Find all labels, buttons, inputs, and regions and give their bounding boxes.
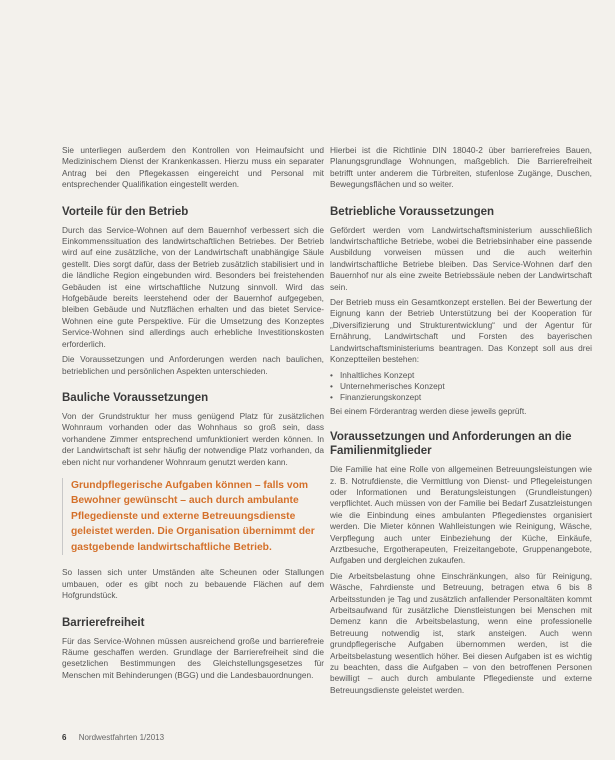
list-item: • Inhaltliches Konzept bbox=[330, 370, 592, 381]
heading-familie: Voraussetzungen und Anforderungen an die Familienmitglieder bbox=[330, 431, 572, 457]
familie-paragraph: Die Familie hat eine Rolle von allgemeinen Betreuungsleistungen wie z. B. Notrufdienste, die Vermittlung von Dienst- und Pflegeleistungen oder Informationen und Beratungsleistungen (Grundleistungen) verpflichtet. Auch müssen von der Familie bei Bedarf Zusatzleistungen wie die Einbindung eines ambulanten Pflegedienstes organisiert werden. Die Mieter können Wahlleistungen wie Reinigung, Wäsche, Verpflegung auch unter Einbeziehung der Küche, Einkäufe, Arztbesuche, Ergotherapeuten, Freizeitangebote, Gruppenangebote, Aufgaben und dergleichen zukaufen. bbox=[330, 464, 592, 566]
pull-quote-line: Grundpflegerische Aufgaben können – falls vom bbox=[71, 479, 309, 491]
heading-barrierefreiheit: Barrierefreiheit bbox=[62, 616, 145, 629]
vorteile-paragraph: Durch das Service-Wohnen auf dem Bauernhof verbessert sich die Einkommenssituation des landwirtschaftlichen Betriebes. Der Betrieb wird auf eine zusätzliche, von der Landwirtschaft unabhängige Säule gestellt. Dies sorgt dafür, dass der Betrieb zusätzlich stabilisiert und in die ländliche Region eingebunden wird. Besonders bei freistehenden Gebäuden ist eine wirtschaftliche Nutzung sinnvoll. Wird das Hofgebäude bereits leerstehend oder der Bauernhof aufgegeben, bleiben Gebäude und Nutzflächen erhalten und das bietet Service-Wohnen eine gute Perspektive. Für die Umsetzung des Konzeptes Service-Wohnen sind allerdings auch erhebliche Investitionskosten erforderlich. bbox=[62, 224, 324, 349]
familie-paragraph-2: Die Arbeitsbelastung ohne Einschränkungen, also für Reinigung, Wäsche, Fahrdienste und Betreuung, betragen etwa 6 bis 8 Arbeitsstunden je Tag und zusätzlich anfallender Personaltäten kommt Arbeitsaufwand für zusätzliche Dienstleistungen bei Menschen mit Demenz kann die Arbeitsbelastung, wenn eine professionelle Betreuung notwendig ist, stark ansteigen. Auch wenn grundpflegerische Aufgaben übernommen werden, ist die Arbeitsbelastung wesentlich höher. Bei diesen Aufgaben ist es wichtig zu beachten, dass die Aufgaben – von den betroffenen Personen bewilligt – auch durch ambulante Pflegedienste und externe Betreuungsdienste geleistet werden. bbox=[330, 570, 592, 695]
betriebliche-paragraph: Gefördert werden vom Landwirtschaftsministerium ausschließlich landwirtschaftliche Betriebe, wobei die Betriebsinhaber eine passende Ausbildung vorweisen müssen und die auch weiterhin landwirtschaftliche Betriebe bleiben. Das Service-Wohnen darf den Bauernhof nur als eine zweite Betriebssäule neben der Landwirtschaft sein. bbox=[330, 224, 592, 292]
left-intro-paragraph: Sie unterliegen außerdem den Kontrollen von Heimaufsicht und Medizinischem Dienst der Krankenkassen. Hierzu muss ein separater Antrag bei den Pflegekassen eingereicht und Personal mit entsprechender Qualifikation eingestellt werden. bbox=[62, 145, 324, 190]
left-column bbox=[62, 145, 324, 685]
heading-vorteile: Vorteile für den Betrieb bbox=[62, 205, 189, 218]
vorteile-paragraph-2: Die Voraussetzungen und Anforderungen werden nach baulichen, betrieblichen und persönlichen Aspekten unterschieden. bbox=[62, 354, 324, 376]
right-column bbox=[330, 145, 592, 700]
concept-list bbox=[330, 370, 592, 404]
pull-quote-line: gastgebende landwirtschaftliche Betrieb. bbox=[71, 541, 272, 553]
after-quote-paragraph: So lassen sich unter Umständen alte Scheunen oder Stallungen umbauen, oder es gibt noch zu bebauende Flächen auf dem Hofgrundstück. bbox=[62, 567, 324, 601]
betriebliche-paragraph-2: Der Betrieb muss ein Gesamtkonzept erstellen. Bei der Bewertung der Eignung kann der Betrieb Unterstützung bei der Kooperation für „Diversifizierung und Strukturentwicklung“ und der Agentur für Ernährung, Landwirtschaft und Forsten des bayerischen Landwirtschaftsministeriums beantragen. Das Konzept soll aus drei Konzeptteilen bestehen: bbox=[330, 297, 592, 365]
pull-quote bbox=[62, 478, 324, 556]
bauliche-paragraph: Von der Grundstruktur her muss genügend Platz für zusätzlichen Wohnraum vorhanden oder das Wohnhaus so groß sein, dass vorhandene Zimmer entsprechend umfunktioniert werden können. In der Landwirtschaft ist sehr häufig der notwendige Platz vorhanden, da eben nicht nur vorhandener Wohnraum genutzt werden kann. bbox=[62, 410, 324, 467]
right-intro-paragraph: Hierbei ist die Richtlinie DIN 18040-2 über barrierefreies Bauen, Planungsgrundlage Wohnungen, maßgeblich. Die Barrierefreiheit betrifft unter anderem die Türbreiten, stufenlose Zugänge, Duschen, Bewegungsflächen und so weiter. bbox=[330, 145, 592, 190]
pull-quote-line: Bewohner gewünscht – auch durch ambulante bbox=[71, 495, 299, 507]
list-item: • Unternehmerisches Konzept bbox=[330, 381, 592, 392]
heading-betriebliche: Betriebliche Voraussetzungen bbox=[330, 205, 495, 218]
barrierefreiheit-paragraph: Für das Service-Wohnen müssen ausreichend große und barrierefreie Räume geschaffen werden. Grundlage der Barrierefreiheit sind die gesetzlichen Bestimmungen des Gleichstellungsgesetzes für Menschen mit Behinderungen (BGG) und die Landesbauordnungen. bbox=[62, 635, 324, 680]
pull-quote-line: geleistet werden. Die Organisation übernimmt der bbox=[71, 526, 315, 538]
pull-quote-line: Pflegedienste und externe Betreuungsdienste bbox=[71, 510, 296, 522]
page-number: 6 bbox=[62, 733, 67, 742]
page-footer bbox=[62, 733, 164, 742]
heading-bauliche: Bauliche Voraussetzungen bbox=[62, 391, 209, 404]
list-after-paragraph: Bei einem Förderantrag werden diese jeweils geprüft. bbox=[330, 405, 527, 416]
publication-name: Nordwestfahrten 1/2013 bbox=[78, 733, 165, 742]
list-item: • Finanzierungskonzept bbox=[330, 392, 592, 403]
